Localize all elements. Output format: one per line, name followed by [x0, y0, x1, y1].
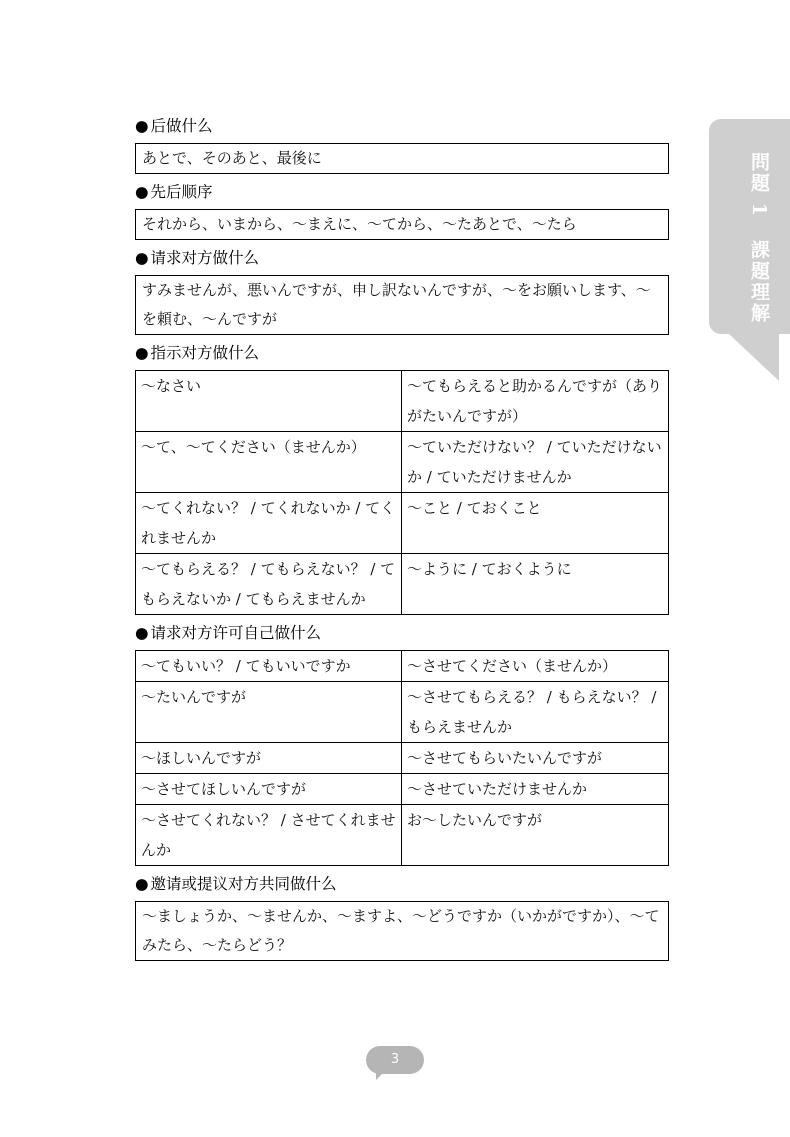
table-cell: 〜させてほしいんですが [136, 774, 402, 805]
table-cell: 〜させてもらえる？ / もらえない？ / もらえませんか [402, 682, 669, 743]
table-cell: 〜こと / ておくこと [402, 493, 669, 554]
section-heading [135, 343, 669, 363]
expression-box: 〜ましょうか、〜ませんか、〜ますよ、〜どうですか（いかがですか）、〜てみたら、〜たらどう？ [135, 901, 669, 961]
table-cell: 〜て、〜てください（ませんか） [136, 432, 402, 493]
table-cell: 〜ほしいんですが [136, 743, 402, 774]
section-title: 请求对方许可自己做什么 [150, 624, 322, 642]
table-cell: 〜させてくれない？ / させてくれませんか [136, 805, 402, 866]
table-cell: お〜したいんですが [402, 805, 669, 866]
page-number-badge-tail [376, 1070, 386, 1080]
section-title: 后做什么 [150, 117, 213, 135]
table-cell: 〜ように / ておくように [402, 554, 669, 615]
bullet-icon: ● [135, 117, 149, 135]
bullet-icon: ● [135, 249, 149, 267]
section-heading [135, 248, 669, 268]
table-cell: 〜てもらえると助かるんですが（ありがたいんですが） [402, 371, 669, 432]
chapter-number: 問題 1 [748, 152, 770, 218]
section-title: 邀请或提议对方共同做什么 [150, 875, 337, 893]
table-row [136, 743, 669, 774]
table-cell: 〜てもいい？ / てもいいですか [136, 651, 402, 682]
table-row [136, 554, 669, 615]
page-number-badge [366, 1046, 424, 1074]
expression-box: すみませんが、悪いんですが、申し訳ないんですが、〜をお願いします、〜を頼む、〜んですが [135, 275, 669, 335]
chapter-side-tab-text [726, 152, 770, 324]
section-title: 指示对方做什么 [150, 344, 260, 362]
table-cell: 〜ていただけない？ / ていただけないか / ていただけませんか [402, 432, 669, 493]
table-cell: 〜なさい [136, 371, 402, 432]
section-title: 请求对方做什么 [150, 249, 260, 267]
section-title: 先后顺序 [150, 183, 213, 201]
chapter-side-tab-tail [729, 334, 779, 381]
section-heading [135, 874, 669, 894]
chapter-title: 課題理解 [748, 240, 770, 325]
table-row [136, 651, 669, 682]
section-heading [135, 623, 669, 643]
expression-table [135, 370, 669, 615]
table-cell: 〜てくれない？ / てくれないか / てくれませんか [136, 493, 402, 554]
table-row [136, 493, 669, 554]
table-cell: 〜てもらえる？ / てもらえない？ / てもらえないか / てもらえませんか [136, 554, 402, 615]
expression-table [135, 650, 669, 866]
expression-box: あとで、そのあと、最後に [135, 143, 669, 174]
bullet-icon: ● [135, 344, 149, 362]
table-row [136, 774, 669, 805]
table-cell: 〜させていただけませんか [402, 774, 669, 805]
table-cell: 〜させてもらいたいんですが [402, 743, 669, 774]
page-content [135, 116, 669, 969]
table-row [136, 371, 669, 432]
bullet-icon: ● [135, 624, 149, 642]
section-heading [135, 116, 669, 136]
section-heading [135, 182, 669, 202]
table-cell: 〜たいんですが [136, 682, 402, 743]
table-cell: 〜させてください（ませんか） [402, 651, 669, 682]
page-number: 3 [390, 1052, 400, 1067]
bullet-icon: ● [135, 183, 149, 201]
table-row [136, 805, 669, 866]
bullet-icon: ● [135, 875, 149, 893]
expression-box: それから、いまから、〜まえに、〜てから、〜たあとで、〜たら [135, 209, 669, 240]
table-row [136, 432, 669, 493]
table-row [136, 682, 669, 743]
